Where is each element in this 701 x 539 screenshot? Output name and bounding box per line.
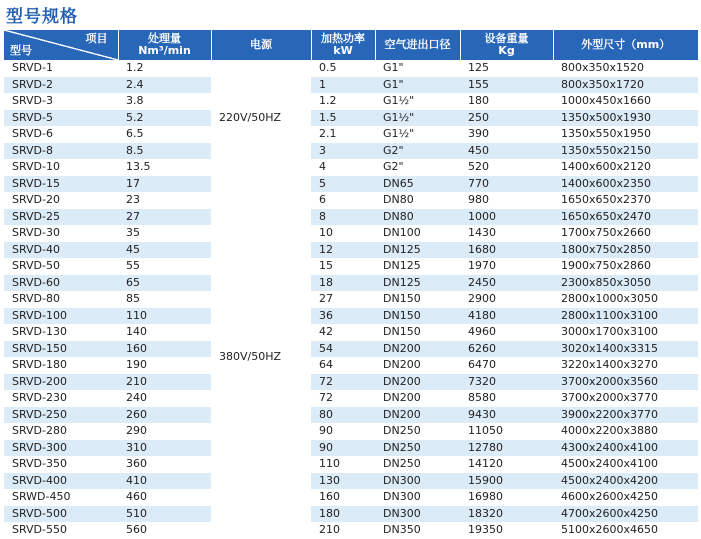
cell-model: SRVD-30 — [4, 225, 118, 242]
cell-size: 1350x500x1930 — [553, 110, 698, 127]
table-row — [4, 374, 698, 391]
cell-capacity: 27 — [118, 209, 211, 226]
spec-table — [4, 30, 698, 539]
cell-capacity: 6.5 — [118, 126, 211, 143]
cell-model: SRVD-8 — [4, 143, 118, 160]
table-row — [4, 390, 698, 407]
cell-heating: 18 — [311, 275, 375, 292]
cell-weight: 1970 — [460, 258, 553, 275]
cell-weight: 250 — [460, 110, 553, 127]
cell-weight: 1430 — [460, 225, 553, 242]
cell-port: DN125 — [375, 258, 460, 275]
cell-size: 3900x2200x3770 — [553, 407, 698, 424]
cell-port: DN300 — [375, 473, 460, 490]
table-row — [4, 126, 698, 143]
table-row — [4, 407, 698, 424]
cell-power-supply: 380V/50HZ — [211, 176, 311, 539]
cell-capacity: 240 — [118, 390, 211, 407]
cell-weight: 7320 — [460, 374, 553, 391]
cell-port: DN65 — [375, 176, 460, 193]
cell-heating: 2.1 — [311, 126, 375, 143]
table-row — [4, 242, 698, 259]
cell-capacity: 23 — [118, 192, 211, 209]
cell-size: 3700x2000x3560 — [553, 374, 698, 391]
table-row — [4, 456, 698, 473]
cell-model: SRVD-3 — [4, 93, 118, 110]
cell-size: 1900x750x2860 — [553, 258, 698, 275]
cell-heating: 5 — [311, 176, 375, 193]
table-row — [4, 423, 698, 440]
cell-capacity: 2.4 — [118, 77, 211, 94]
cell-heating: 8 — [311, 209, 375, 226]
table-row — [4, 308, 698, 325]
cell-model: SRVD-5 — [4, 110, 118, 127]
cell-size: 800x350x1520 — [553, 60, 698, 77]
table-row — [4, 291, 698, 308]
cell-port: DN200 — [375, 407, 460, 424]
cell-model: SRVD-100 — [4, 308, 118, 325]
cell-capacity: 110 — [118, 308, 211, 325]
cell-model: SRVD-50 — [4, 258, 118, 275]
table-row — [4, 324, 698, 341]
cell-weight: 15900 — [460, 473, 553, 490]
cell-port: DN300 — [375, 506, 460, 523]
cell-model: SRVD-2 — [4, 77, 118, 94]
table-row — [4, 275, 698, 292]
cell-size: 4600x2600x4250 — [553, 489, 698, 506]
cell-capacity: 45 — [118, 242, 211, 259]
cell-weight: 11050 — [460, 423, 553, 440]
cell-heating: 64 — [311, 357, 375, 374]
cell-size: 3220x1400x3270 — [553, 357, 698, 374]
table-row — [4, 357, 698, 374]
cell-weight: 2450 — [460, 275, 553, 292]
table-row — [4, 159, 698, 176]
cell-capacity: 160 — [118, 341, 211, 358]
cell-size: 4000x2200x3880 — [553, 423, 698, 440]
cell-weight: 14120 — [460, 456, 553, 473]
cell-weight: 980 — [460, 192, 553, 209]
table-row — [4, 77, 698, 94]
header-item-label: 项目 — [85, 32, 108, 45]
cell-size: 1400x600x2350 — [553, 176, 698, 193]
cell-port: DN150 — [375, 324, 460, 341]
cell-model: SRVD-500 — [4, 506, 118, 523]
cell-capacity: 410 — [118, 473, 211, 490]
cell-size: 1650x650x2470 — [553, 209, 698, 226]
cell-weight: 450 — [460, 143, 553, 160]
cell-capacity: 360 — [118, 456, 211, 473]
cell-port: DN80 — [375, 209, 460, 226]
cell-capacity: 17 — [118, 176, 211, 193]
cell-model: SRVD-180 — [4, 357, 118, 374]
table-row — [4, 192, 698, 209]
cell-port: DN250 — [375, 456, 460, 473]
header-heating: 加热功率 kW — [311, 30, 375, 60]
cell-model: SRVD-130 — [4, 324, 118, 341]
cell-weight: 9430 — [460, 407, 553, 424]
cell-weight: 18320 — [460, 506, 553, 523]
cell-port: DN100 — [375, 225, 460, 242]
cell-heating: 27 — [311, 291, 375, 308]
cell-model: SRVD-10 — [4, 159, 118, 176]
cell-weight: 1000 — [460, 209, 553, 226]
cell-heating: 90 — [311, 440, 375, 457]
cell-weight: 125 — [460, 60, 553, 77]
cell-model: SRVD-1 — [4, 60, 118, 77]
cell-weight: 770 — [460, 176, 553, 193]
cell-size: 1800x750x2850 — [553, 242, 698, 259]
cell-power-supply: 220V/50HZ — [211, 60, 311, 176]
cell-port: G1½" — [375, 126, 460, 143]
cell-capacity: 460 — [118, 489, 211, 506]
cell-heating: 90 — [311, 423, 375, 440]
cell-model: SRVD-250 — [4, 407, 118, 424]
cell-capacity: 210 — [118, 374, 211, 391]
table-row — [4, 60, 698, 77]
cell-port: G2" — [375, 159, 460, 176]
cell-port: DN150 — [375, 308, 460, 325]
cell-heating: 80 — [311, 407, 375, 424]
cell-model: SRVD-300 — [4, 440, 118, 457]
cell-heating: 12 — [311, 242, 375, 259]
cell-port: DN80 — [375, 192, 460, 209]
cell-size: 1700x750x2660 — [553, 225, 698, 242]
cell-model: SRVD-40 — [4, 242, 118, 259]
cell-heating: 130 — [311, 473, 375, 490]
table-row — [4, 473, 698, 490]
table-row — [4, 506, 698, 523]
cell-port: DN250 — [375, 440, 460, 457]
cell-port: DN200 — [375, 374, 460, 391]
table-row — [4, 522, 698, 539]
cell-port: DN125 — [375, 275, 460, 292]
table-row — [4, 258, 698, 275]
table-row — [4, 489, 698, 506]
table-row — [4, 176, 698, 193]
cell-weight: 520 — [460, 159, 553, 176]
cell-weight: 1680 — [460, 242, 553, 259]
cell-heating: 15 — [311, 258, 375, 275]
cell-size: 3020x1400x3315 — [553, 341, 698, 358]
table-row — [4, 110, 698, 127]
cell-heating: 42 — [311, 324, 375, 341]
cell-size: 1650x650x2370 — [553, 192, 698, 209]
cell-capacity: 560 — [118, 522, 211, 539]
cell-port: DN250 — [375, 423, 460, 440]
cell-capacity: 140 — [118, 324, 211, 341]
cell-size: 4500x2400x4200 — [553, 473, 698, 490]
cell-size: 3000x1700x3100 — [553, 324, 698, 341]
cell-capacity: 85 — [118, 291, 211, 308]
cell-weight: 4960 — [460, 324, 553, 341]
cell-capacity: 290 — [118, 423, 211, 440]
cell-capacity: 260 — [118, 407, 211, 424]
cell-size: 1350x550x1950 — [553, 126, 698, 143]
cell-weight: 180 — [460, 93, 553, 110]
cell-heating: 160 — [311, 489, 375, 506]
cell-heating: 110 — [311, 456, 375, 473]
cell-capacity: 310 — [118, 440, 211, 457]
table-row — [4, 440, 698, 457]
cell-port: DN150 — [375, 291, 460, 308]
header-size: 外型尺寸（mm） — [553, 30, 698, 60]
cell-model: SRWD-450 — [4, 489, 118, 506]
cell-port: G1½" — [375, 93, 460, 110]
cell-capacity: 8.5 — [118, 143, 211, 160]
cell-size: 4500x2400x4100 — [553, 456, 698, 473]
cell-size: 2800x1100x3100 — [553, 308, 698, 325]
cell-port: G1" — [375, 77, 460, 94]
header-weight: 设备重量 Kg — [460, 30, 553, 60]
table-row — [4, 93, 698, 110]
cell-port: G1½" — [375, 110, 460, 127]
cell-heating: 72 — [311, 390, 375, 407]
cell-capacity: 55 — [118, 258, 211, 275]
cell-weight: 4180 — [460, 308, 553, 325]
cell-heating: 36 — [311, 308, 375, 325]
cell-port: DN200 — [375, 357, 460, 374]
cell-model: SRVD-280 — [4, 423, 118, 440]
cell-port: G2" — [375, 143, 460, 160]
cell-port: DN200 — [375, 341, 460, 358]
cell-size: 5100x2600x4650 — [553, 522, 698, 539]
cell-capacity: 510 — [118, 506, 211, 523]
cell-port: DN300 — [375, 489, 460, 506]
cell-size: 800x350x1720 — [553, 77, 698, 94]
table-row — [4, 225, 698, 242]
cell-model: SRVD-200 — [4, 374, 118, 391]
cell-weight: 6260 — [460, 341, 553, 358]
cell-size: 4700x2600x4250 — [553, 506, 698, 523]
cell-weight: 19350 — [460, 522, 553, 539]
cell-model: SRVD-150 — [4, 341, 118, 358]
table-row — [4, 209, 698, 226]
cell-model: SRVD-230 — [4, 390, 118, 407]
cell-weight: 2900 — [460, 291, 553, 308]
cell-capacity: 65 — [118, 275, 211, 292]
cell-heating: 3 — [311, 143, 375, 160]
cell-weight: 8580 — [460, 390, 553, 407]
header-model-item — [4, 30, 118, 60]
cell-weight: 390 — [460, 126, 553, 143]
cell-weight: 6470 — [460, 357, 553, 374]
cell-model: SRVD-350 — [4, 456, 118, 473]
header-capacity: 处理量 Nm³/min — [118, 30, 211, 60]
cell-model: SRVD-80 — [4, 291, 118, 308]
cell-size: 1000x450x1660 — [553, 93, 698, 110]
cell-capacity: 13.5 — [118, 159, 211, 176]
cell-port: DN350 — [375, 522, 460, 539]
cell-capacity: 3.8 — [118, 93, 211, 110]
cell-model: SRVD-550 — [4, 522, 118, 539]
cell-model: SRVD-25 — [4, 209, 118, 226]
cell-size: 1350x550x2150 — [553, 143, 698, 160]
table-body — [4, 60, 698, 539]
cell-weight: 12780 — [460, 440, 553, 457]
header-port: 空气进出口径 — [375, 30, 460, 60]
header-model-label: 型号 — [10, 44, 32, 57]
cell-size: 2800x1000x3050 — [553, 291, 698, 308]
cell-model: SRVD-6 — [4, 126, 118, 143]
cell-heating: 4 — [311, 159, 375, 176]
cell-capacity: 1.2 — [118, 60, 211, 77]
cell-heating: 1.2 — [311, 93, 375, 110]
cell-port: DN200 — [375, 390, 460, 407]
cell-capacity: 190 — [118, 357, 211, 374]
cell-weight: 155 — [460, 77, 553, 94]
cell-model: SRVD-60 — [4, 275, 118, 292]
cell-heating: 6 — [311, 192, 375, 209]
cell-heating: 0.5 — [311, 60, 375, 77]
cell-model: SRVD-400 — [4, 473, 118, 490]
cell-heating: 1 — [311, 77, 375, 94]
cell-model: SRVD-20 — [4, 192, 118, 209]
cell-capacity: 35 — [118, 225, 211, 242]
header-power: 电源 — [211, 30, 311, 60]
cell-size: 1400x600x2120 — [553, 159, 698, 176]
cell-port: DN125 — [375, 242, 460, 259]
cell-capacity: 5.2 — [118, 110, 211, 127]
table-row — [4, 341, 698, 358]
cell-size: 4300x2400x4100 — [553, 440, 698, 457]
cell-weight: 16980 — [460, 489, 553, 506]
table-header-row — [4, 30, 698, 60]
cell-port: G1" — [375, 60, 460, 77]
page-title: 型号规格 — [6, 7, 78, 27]
cell-heating: 54 — [311, 341, 375, 358]
cell-heating: 10 — [311, 225, 375, 242]
table-row — [4, 143, 698, 160]
cell-heating: 72 — [311, 374, 375, 391]
cell-size: 2300x850x3050 — [553, 275, 698, 292]
cell-size: 3700x2000x3770 — [553, 390, 698, 407]
cell-heating: 210 — [311, 522, 375, 539]
cell-model: SRVD-15 — [4, 176, 118, 193]
cell-heating: 180 — [311, 506, 375, 523]
cell-heating: 1.5 — [311, 110, 375, 127]
